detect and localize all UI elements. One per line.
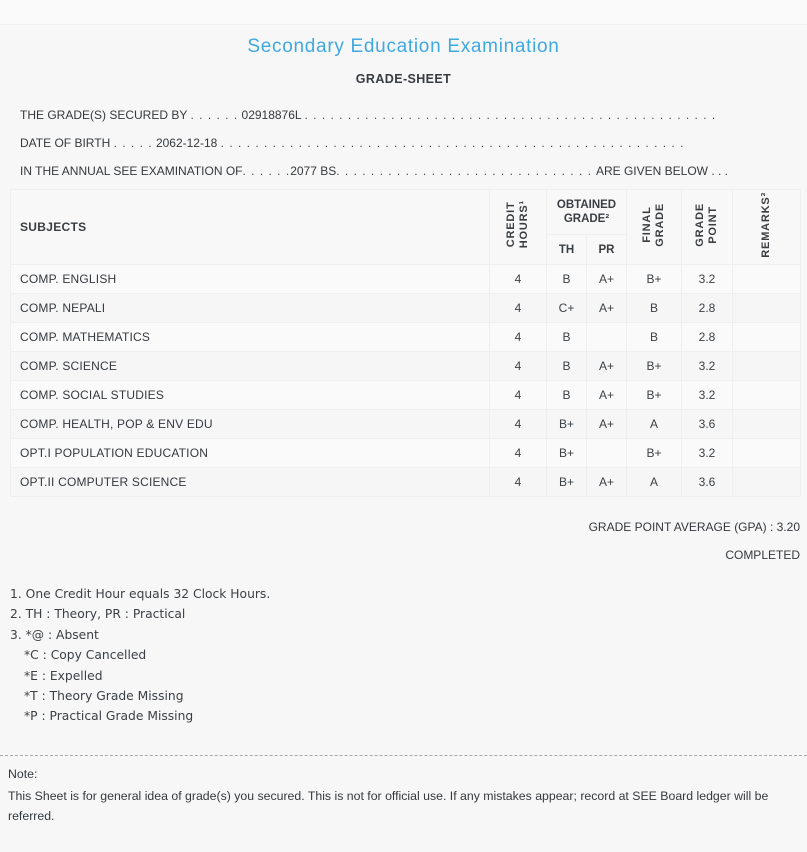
practical-grade bbox=[587, 439, 627, 468]
credit-hours-value: 4 bbox=[490, 323, 547, 352]
theory-grade: B bbox=[547, 381, 587, 410]
grade-point: 3.2 bbox=[682, 439, 733, 468]
final-grade: B+ bbox=[627, 265, 682, 294]
footnote-expelled: *E : Expelled bbox=[24, 668, 103, 683]
footnotes bbox=[10, 584, 807, 727]
final-grade: B+ bbox=[627, 439, 682, 468]
table-row bbox=[11, 352, 801, 381]
note-body: This Sheet is for general idea of grade(s) you secured. This is not for official use. If any mistakes appear; record at SEE Board ledger will be referred. bbox=[8, 788, 769, 824]
credit-hours-value: 4 bbox=[490, 294, 547, 323]
leader-dots: . . . . . . bbox=[242, 164, 291, 178]
remarks-value bbox=[733, 439, 801, 468]
theory-grade: B+ bbox=[547, 468, 587, 497]
subject-name: OPT.II COMPUTER SCIENCE bbox=[11, 468, 490, 497]
final-grade: A bbox=[627, 410, 682, 439]
secured-by-line bbox=[20, 101, 730, 129]
remarks-value bbox=[733, 294, 801, 323]
practical-grade: A+ bbox=[587, 381, 627, 410]
document-header bbox=[0, 35, 807, 87]
gpa-line: GRADE POINT AVERAGE (GPA) : 3.20 bbox=[588, 520, 800, 534]
footnote-practical-missing: *P : Practical Grade Missing bbox=[24, 709, 194, 724]
remarks-value bbox=[733, 265, 801, 294]
grade-point: 3.2 bbox=[682, 265, 733, 294]
examination-year-line bbox=[20, 157, 728, 185]
practical-grade: A+ bbox=[587, 294, 627, 323]
are-given-below-label: ARE GIVEN BELOW . . . bbox=[595, 164, 728, 178]
grade-point: 3.6 bbox=[682, 468, 733, 497]
theory-subcolumn-header: TH bbox=[547, 235, 587, 265]
footnote-th-pr: 2. TH : Theory, PR : Practical bbox=[10, 607, 186, 622]
leader-dots: . . . . . bbox=[113, 136, 153, 150]
table-row bbox=[11, 323, 801, 352]
practical-grade bbox=[587, 323, 627, 352]
leader-dots: . . . . . . bbox=[190, 108, 239, 122]
practical-subcolumn-header: PR bbox=[587, 235, 627, 265]
examination-label: IN THE ANNUAL SEE EXAMINATION OF bbox=[20, 164, 243, 178]
credit-hours-rotated-label: CREDIT HOURS¹ bbox=[505, 200, 530, 249]
trailer-dots: . . . . . . . . . . . . . . . . . . . . . . . . . . . . . . . . . . . . . . . . . . . . . . . . bbox=[304, 108, 717, 122]
table-row bbox=[11, 410, 801, 439]
table-row bbox=[11, 294, 801, 323]
practical-grade: A+ bbox=[587, 468, 627, 497]
date-of-birth-value: 2062-12-18 bbox=[155, 136, 218, 150]
grade-point: 2.8 bbox=[682, 294, 733, 323]
final-grade: B bbox=[627, 323, 682, 352]
remarks-value bbox=[733, 323, 801, 352]
date-of-birth-label: DATE OF BIRTH bbox=[20, 136, 111, 150]
secured-by-label: THE GRADE(S) SECURED BY bbox=[20, 108, 188, 122]
credit-hours-value: 4 bbox=[490, 439, 547, 468]
credit-hours-column-header bbox=[490, 190, 547, 265]
grade-point: 3.2 bbox=[682, 381, 733, 410]
top-band bbox=[0, 0, 807, 25]
final-grade: B bbox=[627, 294, 682, 323]
grades-table-header bbox=[11, 190, 801, 265]
grade-point: 3.6 bbox=[682, 410, 733, 439]
subject-name: OPT.I POPULATION EDUCATION bbox=[11, 439, 490, 468]
credit-hours-value: 4 bbox=[490, 410, 547, 439]
examination-year-value: 2077 BS bbox=[290, 164, 337, 178]
grade-point: 2.8 bbox=[682, 323, 733, 352]
subjects-column-header: SUBJECTS bbox=[11, 190, 490, 265]
practical-grade: A+ bbox=[587, 352, 627, 381]
theory-grade: B+ bbox=[547, 410, 587, 439]
subject-name: COMP. ENGLISH bbox=[11, 265, 490, 294]
footnote-copy-cancelled: *C : Copy Cancelled bbox=[24, 648, 147, 663]
theory-grade: C+ bbox=[547, 294, 587, 323]
final-grade: B+ bbox=[627, 352, 682, 381]
grade-point-rotated-label: GRADE POINT bbox=[694, 202, 720, 247]
table-row bbox=[11, 381, 801, 410]
subject-name: COMP. SOCIAL STUDIES bbox=[11, 381, 490, 410]
grade-point-column-header bbox=[682, 190, 733, 265]
info-lines bbox=[20, 101, 807, 185]
remarks-value bbox=[733, 381, 801, 410]
theory-grade: B bbox=[547, 323, 587, 352]
obtained-grade-column-header: OBTAINED GRADE² bbox=[547, 190, 627, 235]
theory-grade: B bbox=[547, 352, 587, 381]
table-row bbox=[11, 439, 801, 468]
remarks-value bbox=[733, 352, 801, 381]
footnote-theory-missing: *T : Theory Grade Missing bbox=[24, 689, 184, 704]
subject-name: COMP. NEPALI bbox=[11, 294, 490, 323]
grade-point: 3.2 bbox=[682, 352, 733, 381]
final-grade: A bbox=[627, 468, 682, 497]
mid-dots: . . . . . . . . . . . . . . . . . . . . . . . . . . . . . . bbox=[336, 164, 592, 178]
note-label: Note: bbox=[8, 766, 38, 781]
subject-name: COMP. MATHEMATICS bbox=[11, 323, 490, 352]
final-grade-rotated-label: FINAL GRADE bbox=[641, 202, 667, 247]
footnote-absent: 3. *@ : Absent bbox=[10, 627, 99, 642]
credit-hours-value: 4 bbox=[490, 468, 547, 497]
final-grade-column-header bbox=[627, 190, 682, 265]
completion-status: COMPLETED bbox=[725, 548, 800, 562]
footnote-credit-hour: 1. One Credit Hour equals 32 Clock Hours. bbox=[10, 587, 271, 601]
credit-hours-value: 4 bbox=[490, 352, 547, 381]
result-summary bbox=[0, 513, 800, 569]
practical-grade: A+ bbox=[587, 265, 627, 294]
trailer-dots: . . . . . . . . . . . . . . . . . . . . . . . . . . . . . . . . . . . . . . . . . . . . . . . . . . . . . . bbox=[220, 136, 685, 150]
remarks-value bbox=[733, 468, 801, 497]
symbol-number-value: 02918876L bbox=[241, 108, 302, 122]
subject-name: COMP. SCIENCE bbox=[11, 352, 490, 381]
table-row bbox=[11, 265, 801, 294]
grades-table bbox=[10, 189, 801, 497]
page-title: Secondary Education Examination bbox=[247, 36, 560, 57]
date-of-birth-line bbox=[20, 129, 730, 157]
practical-grade: A+ bbox=[587, 410, 627, 439]
credit-hours-value: 4 bbox=[490, 381, 547, 410]
table-row bbox=[11, 468, 801, 497]
remarks-column-header bbox=[733, 190, 801, 265]
credit-hours-value: 4 bbox=[490, 265, 547, 294]
theory-grade: B+ bbox=[547, 439, 587, 468]
remarks-value bbox=[733, 410, 801, 439]
theory-grade: B bbox=[547, 265, 587, 294]
page-subtitle: GRADE-SHEET bbox=[355, 72, 452, 86]
final-grade: B+ bbox=[627, 381, 682, 410]
remarks-rotated-label: REMARKS³ bbox=[760, 191, 773, 258]
subject-name: COMP. HEALTH, POP & ENV EDU bbox=[11, 410, 490, 439]
note-section bbox=[0, 755, 807, 827]
